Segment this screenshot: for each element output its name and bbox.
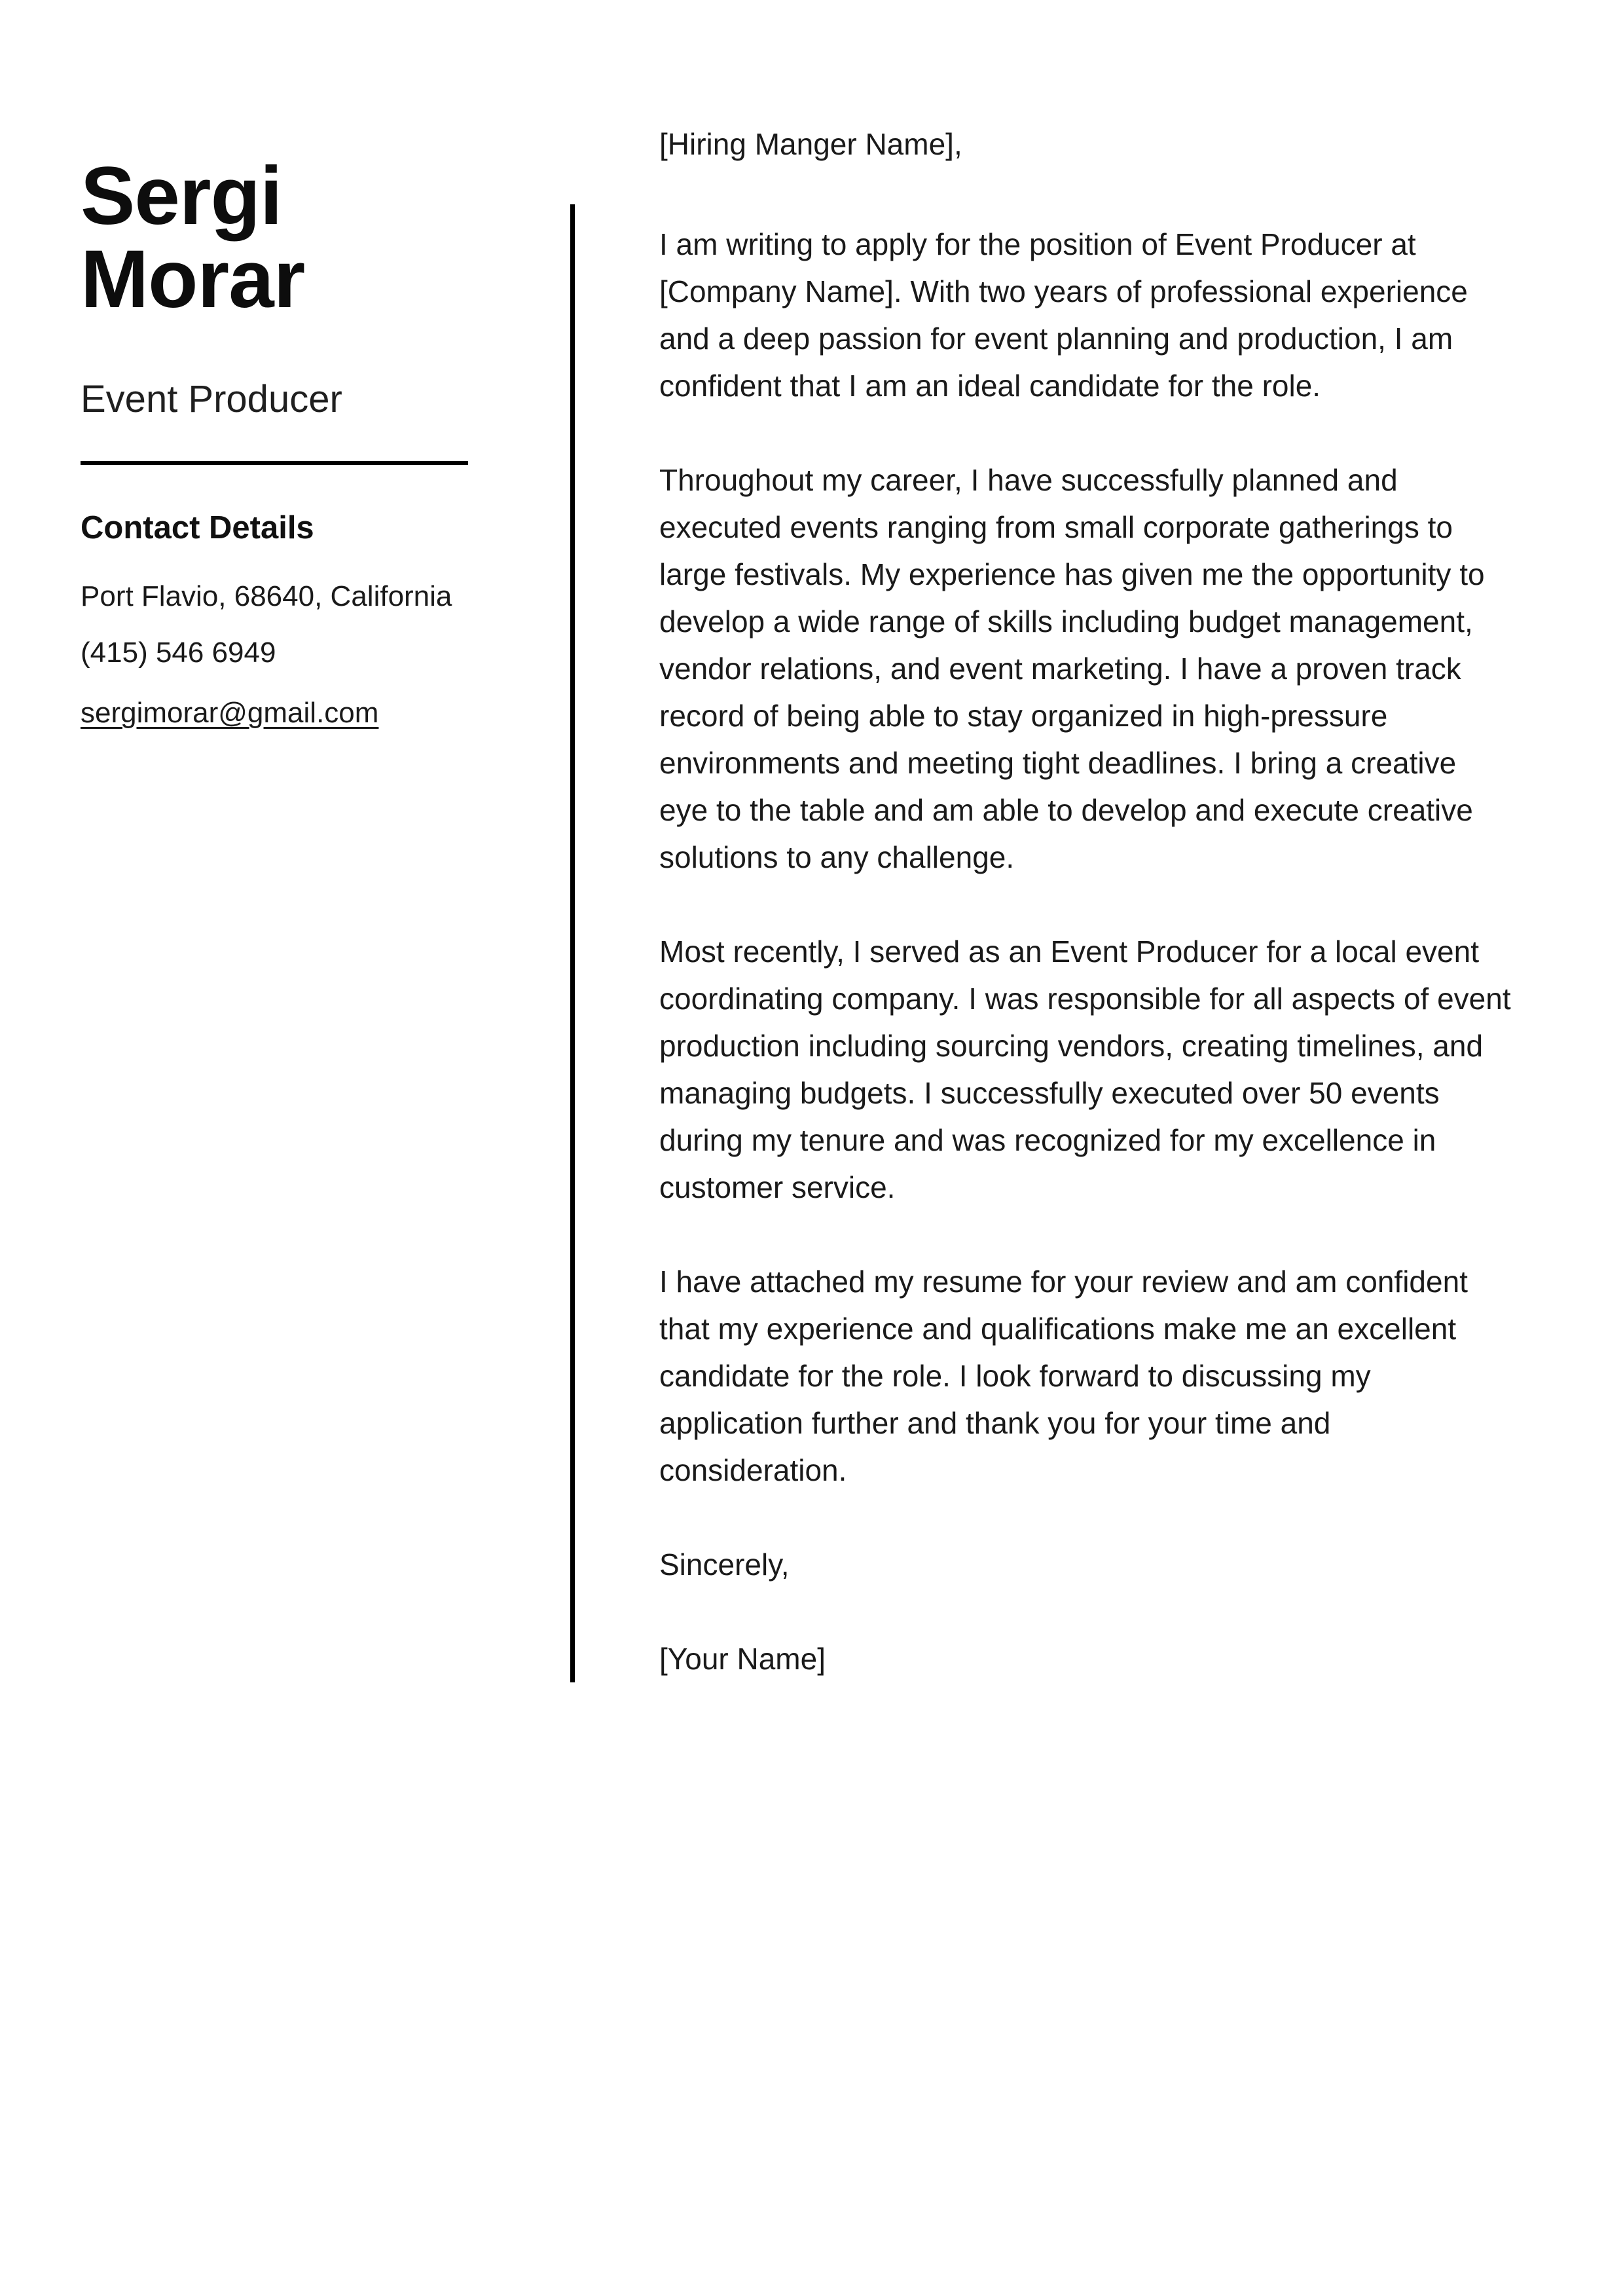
candidate-first-name: Sergi (81, 150, 282, 242)
letter-content (570, 120, 1513, 1682)
sidebar (81, 100, 468, 735)
contact-details-heading: Contact Details (81, 509, 314, 546)
letter-signature: [Your Name] (659, 1642, 826, 1676)
letter-paragraph-4: I have attached my resume for your review and am confident that my experience and qualifications make me an excellent candidate for the role. I look forward to discussing my application further and thank you for your time and consideration. (659, 1265, 1468, 1487)
contact-email-wrap (81, 692, 468, 735)
letter-body (570, 204, 1513, 1682)
contact-email-link[interactable]: sergimorar@gmail.com (81, 697, 379, 730)
sidebar-divider (81, 461, 468, 465)
contact-phone: (415) 546 6949 (81, 637, 276, 669)
letter-paragraph-3: Most recently, I served as an Event Producer for a local event coordinating company. I was responsible for all aspects of event production including sourcing vendors, creating timelines, and managing budgets. I successfully executed over 50 events during my tenure and was recognized for my excellence in customer service. (659, 935, 1511, 1204)
candidate-last-name: Morar (81, 234, 305, 325)
letter-closing: Sincerely, (659, 1547, 790, 1582)
letter-paragraph-1: I am writing to apply for the position of Event Producer at [Company Name]. With two years of professional experience and a deep passion for event planning and production, I am confident that I am an ideal candidate for the role. (659, 227, 1468, 403)
candidate-name (81, 150, 468, 325)
letter-salutation: [Hiring Manger Name], (659, 127, 962, 161)
job-title: Event Producer (81, 377, 342, 420)
letter-paragraph-2: Throughout my career, I have successfully planned and executed events ranging from small corporate gatherings to large festivals. My experience has given me the opportunity to develop a wide range of skills including budget management, vendor relations, and event marketing. I have a proven track record of being able to stay organized in high-pressure environments and meeting tight deadlines. I bring a creative eye to the table and am able to develop and execute creative solutions to any challenge. (659, 463, 1485, 874)
contact-address: Port Flavio, 68640, California (81, 580, 452, 613)
